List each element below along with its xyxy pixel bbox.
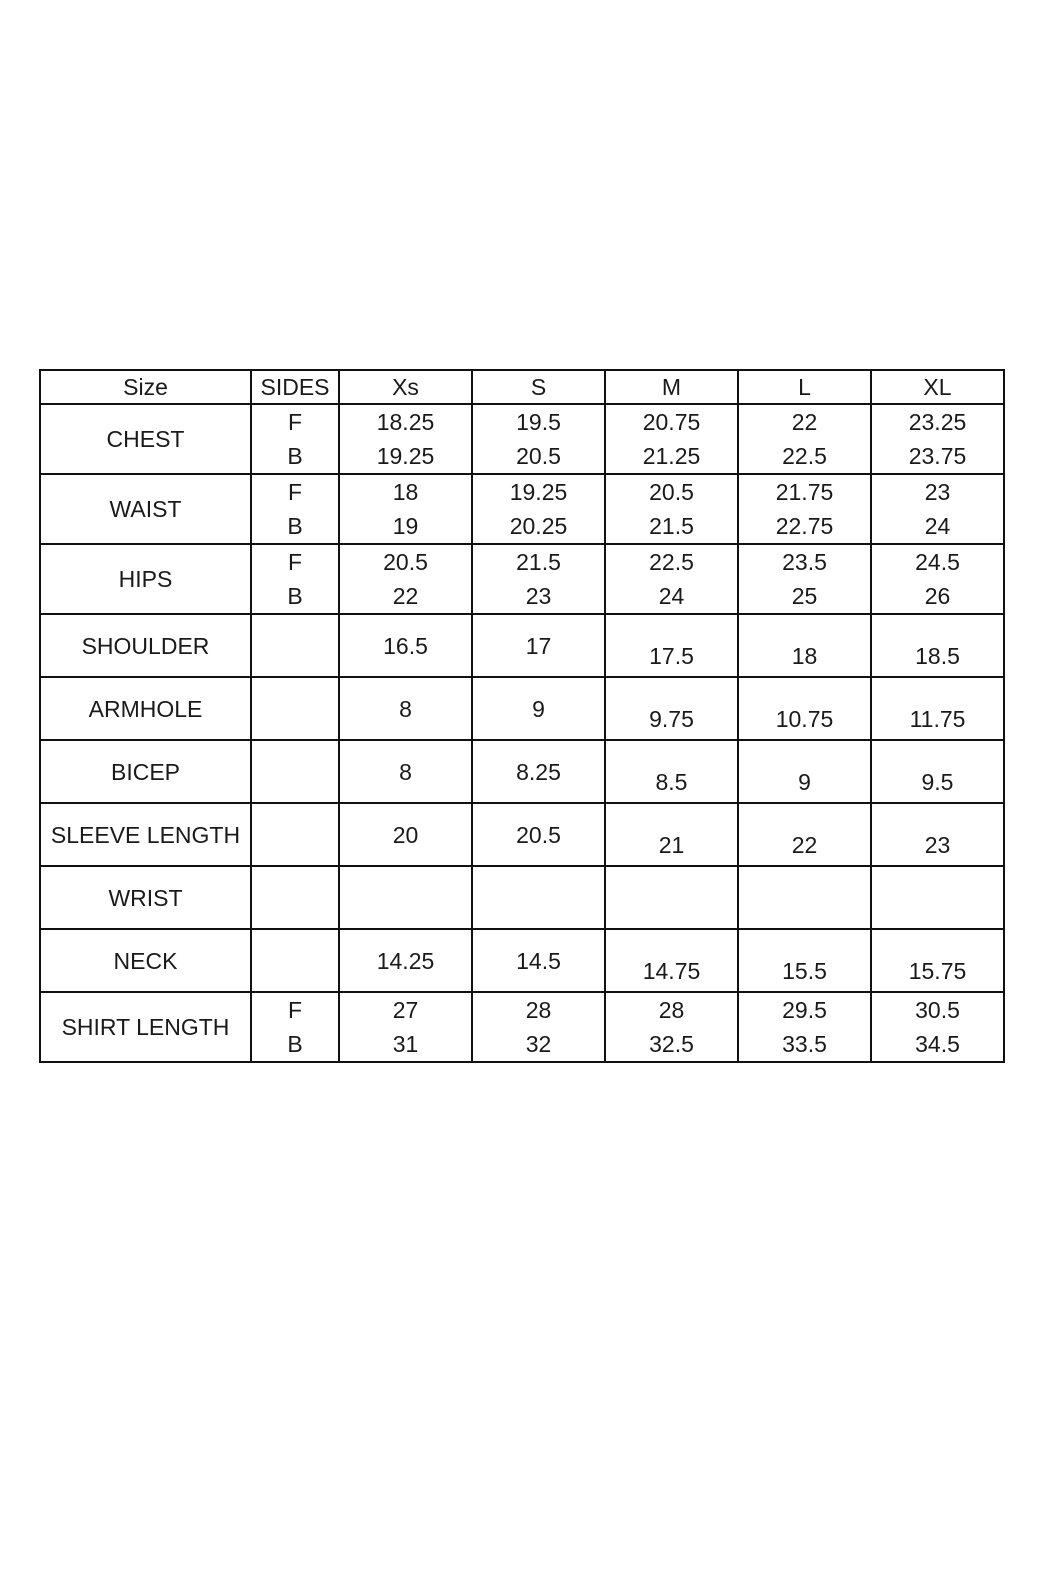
neck-label: NECK [40,929,251,992]
header-m: M [605,370,738,404]
side-back: B [251,579,339,614]
sleeve-length-label: SLEEVE LENGTH [40,803,251,866]
waist-back-l: 22.75 [738,509,871,544]
bicep-row [40,740,1004,803]
header-l: L [738,370,871,404]
chest-front-row [40,404,1004,439]
shirt-length-front-xs: 27 [339,992,472,1027]
shoulder-label: SHOULDER [40,614,251,677]
hips-front-row [40,544,1004,579]
sleeve-length-m: 21 [605,803,738,866]
hips-back-m: 24 [605,579,738,614]
waist-front-xs: 18 [339,474,472,509]
chest-back-s: 20.5 [472,439,605,474]
chest-back-xl: 23.75 [871,439,1004,474]
bicep-label: BICEP [40,740,251,803]
header-row [40,370,1004,404]
waist-back-s: 20.25 [472,509,605,544]
shoulder-sides [251,614,339,677]
chest-front-s: 19.5 [472,404,605,439]
chest-front-xs: 18.25 [339,404,472,439]
hips-front-s: 21.5 [472,544,605,579]
shirt-length-front-s: 28 [472,992,605,1027]
shirt-length-back-xs: 31 [339,1027,472,1062]
chest-front-l: 22 [738,404,871,439]
neck-xl: 15.75 [871,929,1004,992]
neck-m: 14.75 [605,929,738,992]
chest-back-xs: 19.25 [339,439,472,474]
chest-back-l: 22.5 [738,439,871,474]
hips-front-m: 22.5 [605,544,738,579]
shoulder-xs: 16.5 [339,614,472,677]
hips-back-xs: 22 [339,579,472,614]
header-xl: XL [871,370,1004,404]
neck-row [40,929,1004,992]
neck-s: 14.5 [472,929,605,992]
armhole-sides [251,677,339,740]
side-front: F [251,404,339,439]
hips-back-xl: 26 [871,579,1004,614]
waist-front-xl: 23 [871,474,1004,509]
shoulder-l: 18 [738,614,871,677]
hips-label: HIPS [40,544,251,614]
shirt-length-front-row [40,992,1004,1027]
hips-front-xs: 20.5 [339,544,472,579]
sleeve-length-xl: 23 [871,803,1004,866]
shirt-length-front-l: 29.5 [738,992,871,1027]
armhole-row [40,677,1004,740]
shoulder-s: 17 [472,614,605,677]
shirt-length-front-xl: 30.5 [871,992,1004,1027]
bicep-m: 8.5 [605,740,738,803]
shirt-length-front-m: 28 [605,992,738,1027]
chest-back-m: 21.25 [605,439,738,474]
hips-back-s: 23 [472,579,605,614]
chest-front-m: 20.75 [605,404,738,439]
shirt-length-back-m: 32.5 [605,1027,738,1062]
waist-back-xs: 19 [339,509,472,544]
waist-front-s: 19.25 [472,474,605,509]
hips-front-l: 23.5 [738,544,871,579]
wrist-m [605,866,738,929]
chest-label: CHEST [40,404,251,474]
armhole-label: ARMHOLE [40,677,251,740]
hips-front-xl: 24.5 [871,544,1004,579]
waist-back-xl: 24 [871,509,1004,544]
wrist-xs [339,866,472,929]
waist-front-row [40,474,1004,509]
wrist-row [40,866,1004,929]
wrist-label: WRIST [40,866,251,929]
side-back: B [251,1027,339,1062]
armhole-xs: 8 [339,677,472,740]
shoulder-m: 17.5 [605,614,738,677]
bicep-xs: 8 [339,740,472,803]
sleeve-length-xs: 20 [339,803,472,866]
waist-back-m: 21.5 [605,509,738,544]
waist-front-l: 21.75 [738,474,871,509]
hips-back-l: 25 [738,579,871,614]
size-chart-table [39,369,1005,1063]
wrist-sides [251,866,339,929]
bicep-xl: 9.5 [871,740,1004,803]
waist-label: WAIST [40,474,251,544]
neck-xs: 14.25 [339,929,472,992]
shirt-length-label: SHIRT LENGTH [40,992,251,1062]
side-front: F [251,474,339,509]
shirt-length-back-xl: 34.5 [871,1027,1004,1062]
shirt-length-back-s: 32 [472,1027,605,1062]
neck-l: 15.5 [738,929,871,992]
sleeve-length-l: 22 [738,803,871,866]
header-xs: Xs [339,370,472,404]
shoulder-row [40,614,1004,677]
bicep-sides [251,740,339,803]
sleeve-length-row [40,803,1004,866]
armhole-m: 9.75 [605,677,738,740]
shoulder-xl: 18.5 [871,614,1004,677]
wrist-xl [871,866,1004,929]
wrist-s [472,866,605,929]
header-s: S [472,370,605,404]
header-sides: SIDES [251,370,339,404]
side-front: F [251,992,339,1027]
neck-sides [251,929,339,992]
armhole-xl: 11.75 [871,677,1004,740]
bicep-l: 9 [738,740,871,803]
side-front: F [251,544,339,579]
sleeve-length-sides [251,803,339,866]
shirt-length-back-l: 33.5 [738,1027,871,1062]
wrist-l [738,866,871,929]
armhole-l: 10.75 [738,677,871,740]
armhole-s: 9 [472,677,605,740]
sleeve-length-s: 20.5 [472,803,605,866]
side-back: B [251,509,339,544]
bicep-s: 8.25 [472,740,605,803]
waist-front-m: 20.5 [605,474,738,509]
chest-front-xl: 23.25 [871,404,1004,439]
header-size: Size [40,370,251,404]
side-back: B [251,439,339,474]
